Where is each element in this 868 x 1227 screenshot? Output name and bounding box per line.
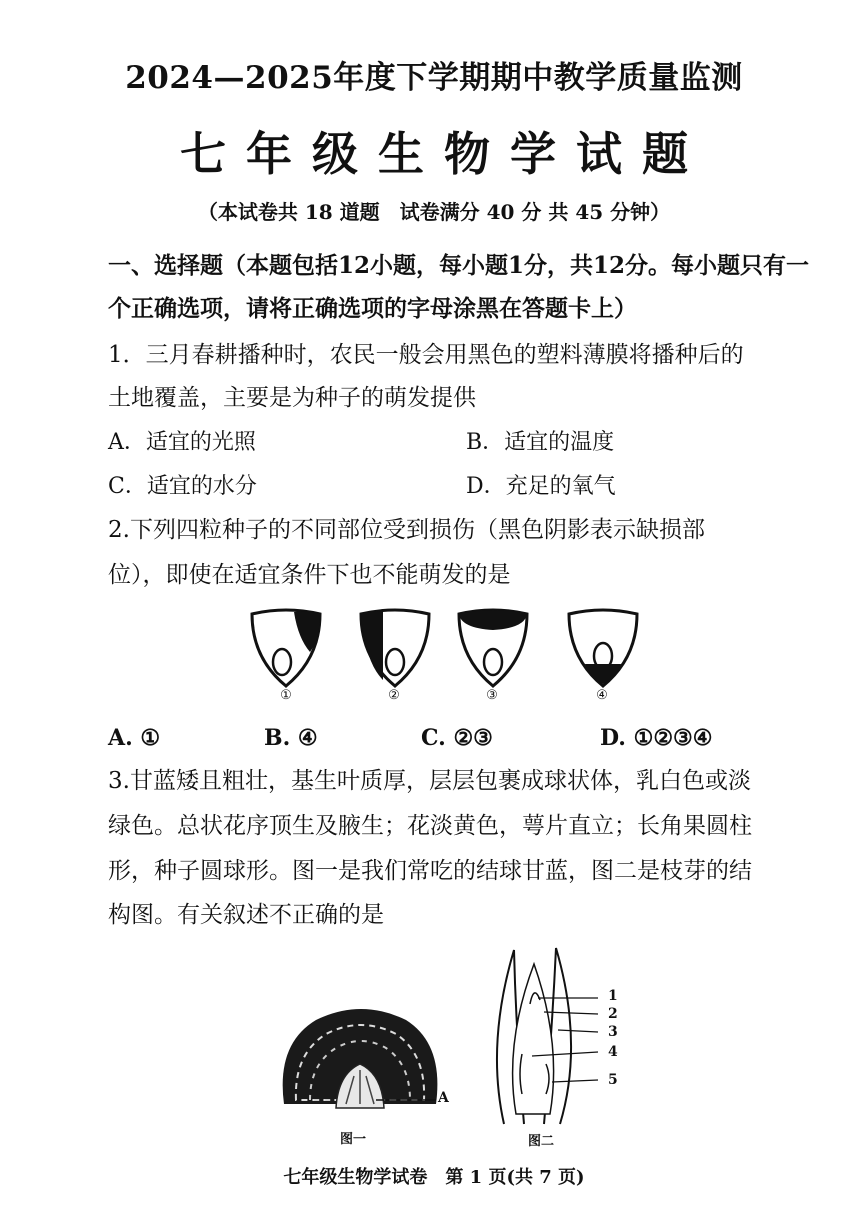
q3-stem-line2: 绿色。总状花序顶生及腋生；花淡黄色，萼片直立；长角果圆柱 bbox=[108, 813, 752, 839]
figure2-label-5: 5 bbox=[608, 1072, 618, 1088]
seed-4-diagram bbox=[563, 608, 643, 688]
q2-stem-line1: 2.下列四粒种子的不同部位受到损伤（黑色阴影表示缺损部 bbox=[108, 517, 705, 543]
q3-stem-line3: 形，种子圆球形。图一是我们常吃的结球甘蓝，图二是枝芽的结 bbox=[108, 858, 752, 884]
cabbage-figure bbox=[276, 1004, 446, 1124]
q3-stem-line4: 构图。有关叙述不正确的是 bbox=[108, 902, 384, 928]
seed-4-label: ④ bbox=[596, 688, 608, 703]
section1-heading-line2: 个正确选项，请将正确选项的字母涂黑在答题卡上） bbox=[108, 295, 637, 322]
q2-option-b: B. ④ bbox=[264, 725, 318, 751]
section1-heading-line1: 一、选择题（本题包括12小题，每小题1分，共12分。每小题只有一 bbox=[108, 252, 810, 279]
seed-2-label: ② bbox=[388, 688, 400, 703]
figure1-caption: 图一 bbox=[340, 1132, 367, 1147]
q2-option-a: A. ① bbox=[108, 725, 161, 751]
seed-1-diagram bbox=[246, 608, 326, 688]
seed-2-diagram bbox=[355, 608, 435, 688]
figure2-label-1: 1 bbox=[608, 988, 618, 1004]
figure2-label-4: 4 bbox=[608, 1044, 618, 1060]
seed-3-label: ③ bbox=[486, 688, 498, 703]
seed-1-label: ① bbox=[280, 688, 292, 703]
q2-option-d: D. ①②③④ bbox=[600, 725, 713, 751]
figure2-label-3: 3 bbox=[608, 1024, 618, 1040]
branch-bud-figure bbox=[474, 944, 624, 1129]
q3-stem-line1: 3.甘蓝矮且粗壮，基生叶质厚，层层包裹成球状体，乳白色或淡 bbox=[108, 768, 751, 794]
q2-stem-line2: 位），即使在适宜条件下也不能萌发的是 bbox=[108, 562, 511, 588]
q1-stem-line1: 1．三月春耕播种时，农民一般会用黑色的塑料薄膜将播种后的 bbox=[108, 342, 744, 368]
q1-option-a: A．适宜的光照 bbox=[108, 430, 256, 455]
page-footer: 七年级生物学试卷 第 1 页(共 7 页) bbox=[283, 1167, 585, 1188]
q1-option-c: C．适宜的水分 bbox=[108, 474, 257, 499]
seed-3-diagram bbox=[453, 608, 533, 688]
figure1-label-a: A bbox=[438, 1090, 449, 1106]
figure2-label-2: 2 bbox=[608, 1006, 618, 1022]
q1-stem-line2: 土地覆盖，主要是为种子的萌发提供 bbox=[108, 385, 476, 411]
q2-option-c: C. ②③ bbox=[421, 725, 493, 751]
q1-option-b: B．适宜的温度 bbox=[466, 430, 615, 455]
subject-title: 七年级生物学试题 bbox=[180, 127, 708, 181]
exam-info: （本试卷共 18 道题 试卷满分 40 分 共 45 分钟） bbox=[197, 200, 671, 224]
exam-title: 2024—2025年度下学期期中教学质量监测 bbox=[125, 60, 743, 96]
q1-option-d: D．充足的氧气 bbox=[466, 474, 616, 499]
figure2-caption: 图二 bbox=[528, 1134, 555, 1149]
